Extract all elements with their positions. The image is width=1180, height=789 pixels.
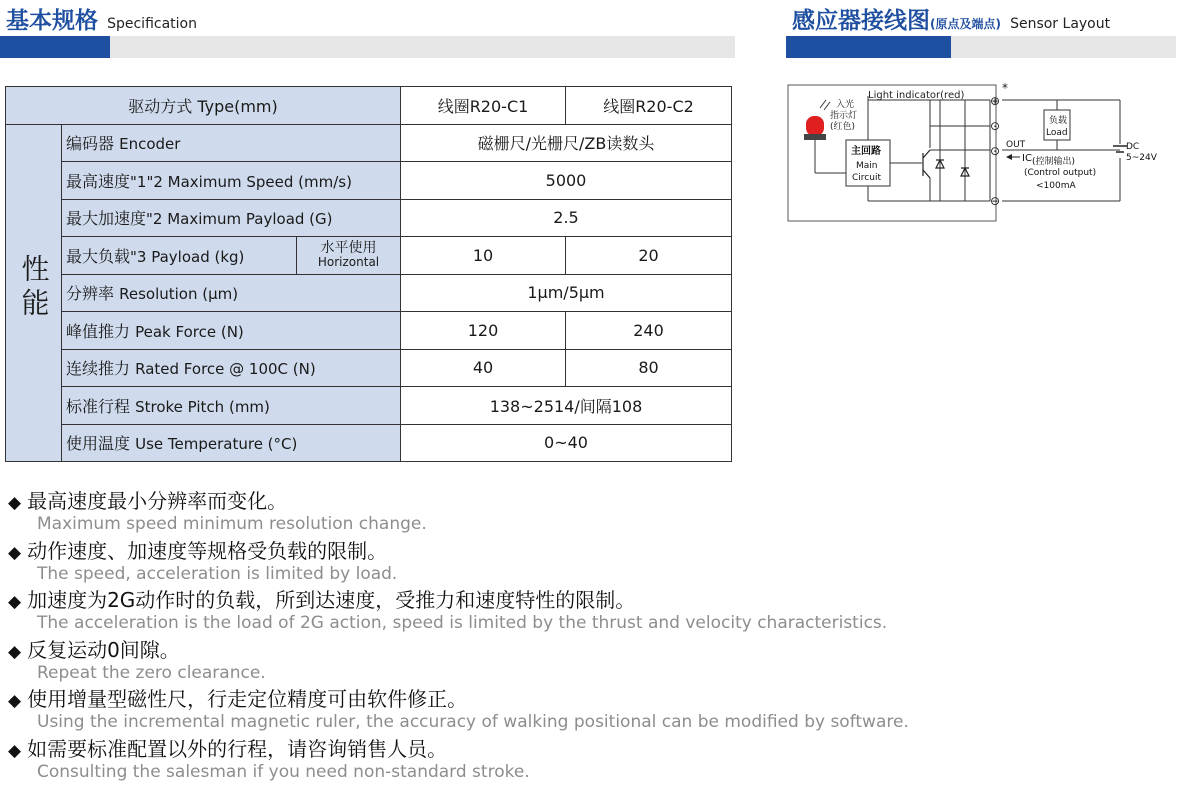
peak-force-label: 峰值推力 Peak Force (N) <box>62 312 401 350</box>
max-payload-c1: 10 <box>401 237 566 275</box>
transistor-icon <box>923 150 930 178</box>
sensor-wiring-diagram <box>780 78 1180 228</box>
temperature-label: 使用温度 Use Temperature (°C) <box>62 424 401 462</box>
notes-list <box>8 488 1168 785</box>
note-cn-text: 最高速度最小分辨率而变化。 <box>27 489 288 513</box>
main-circuit-en-2: Circuit <box>852 173 881 183</box>
current-label: <100mA <box>1036 181 1076 191</box>
note-item <box>8 488 1168 538</box>
resolution-value: 1μm/5μm <box>401 274 732 312</box>
spec-header-bar <box>0 36 735 58</box>
note-en-text: The acceleration is the load of 2G action, speed is limited by the thrust and velocity characteristics. <box>37 613 888 633</box>
model-c1: 线圈R20-C1 <box>401 87 566 125</box>
peak-force-c2: 240 <box>566 312 732 350</box>
diamond-bullet-icon: ◆ <box>8 641 22 662</box>
ic-label: IC <box>1022 153 1032 164</box>
control-output-en: (Control output) <box>1024 168 1097 178</box>
spec-table <box>5 86 732 462</box>
dc-source-icon <box>1113 146 1127 152</box>
note-cn-text: 加速度为2G动作时的负载，所到达速度，受推力和速度特性的限制。 <box>27 588 636 612</box>
diamond-bullet-icon: ◆ <box>8 691 22 711</box>
diamond-bullet-icon: ◆ <box>8 592 22 612</box>
max-payload-c2: 20 <box>566 237 732 275</box>
note-item <box>8 637 1168 687</box>
sensor-header-title <box>792 2 1110 35</box>
sensor-header-accent <box>786 36 951 58</box>
note-en-text: The speed, acceleration is limited by load. <box>37 563 398 584</box>
type-label: 驱动方式 Type(mm) <box>6 87 401 125</box>
stroke-value: 138~2514/间隔108 <box>401 387 732 425</box>
table-row-temperature <box>6 424 732 462</box>
note-en-text: Using the incremental magnetic ruler, the accuracy of walking positional can be modified by software. <box>37 712 909 732</box>
max-speed-label: 最高速度"1"2 Maximum Speed (mm/s) <box>62 162 401 200</box>
load-cn: 负载 <box>1049 116 1068 126</box>
sensor-title-sub: (原点及端点) <box>930 17 1001 31</box>
terminal-out: ⊙ <box>990 144 1001 158</box>
note-cn-text: 使用增量型磁性尺，行走定位精度可由软件修正。 <box>27 687 468 711</box>
diamond-bullet-icon: ◆ <box>8 542 22 563</box>
max-payload-sub: 水平使用 Horizontal <box>297 237 401 275</box>
ic-arrowhead-icon <box>1006 154 1012 160</box>
sensor-title-en: Sensor Layout <box>1010 16 1111 32</box>
out-label: OUT <box>1006 140 1026 150</box>
table-row-encoder <box>6 124 732 162</box>
rated-force-label: 连续推力 Rated Force @ 100C (N) <box>62 349 401 387</box>
encoder-value: 磁栅尺/光栅尺/ZB读数头 <box>401 124 732 162</box>
zener-diode-icon <box>936 160 969 176</box>
control-output-cn: (控制输出) <box>1032 157 1076 167</box>
table-row-stroke <box>6 387 732 425</box>
note-item <box>8 587 1168 637</box>
diamond-bullet-icon: ◆ <box>8 740 22 761</box>
led-label-cn-1: 入光 <box>836 100 855 110</box>
group-label-performance: 性能 <box>6 124 62 462</box>
sensor-header-bar <box>786 36 1176 58</box>
stroke-label: 标准行程 Stroke Pitch (mm) <box>62 387 401 425</box>
note-item <box>8 686 1168 736</box>
note-en-text: Consulting the salesman if you need non-standard stroke. <box>37 761 530 782</box>
note-en-text: Maximum speed minimum resolution change. <box>37 514 427 534</box>
spec-title-cn: 基本规格 <box>6 8 98 34</box>
encoder-label: 编码器 Encoder <box>62 124 401 162</box>
model-c2: 线圈R20-C2 <box>566 87 732 125</box>
diamond-bullet-icon: ◆ <box>8 493 22 513</box>
light-indicator-label: Light indicator(red) <box>868 90 965 101</box>
dc-label: DC <box>1126 142 1140 152</box>
note-cn-text: 反复运动0间隙。 <box>27 637 180 662</box>
note-en-text: Repeat the zero clearance. <box>37 662 266 683</box>
rated-force-c1: 40 <box>401 349 566 387</box>
table-row-type <box>6 87 732 125</box>
rated-force-c2: 80 <box>566 349 732 387</box>
table-row-max-accel <box>6 199 732 237</box>
max-accel-value: 2.5 <box>401 199 732 237</box>
led-label-cn-3: (红色) <box>830 122 856 132</box>
note-cn-text: 动作速度、加速度等规格受负载的限制。 <box>27 538 388 563</box>
table-row-rated-force <box>6 349 732 387</box>
note-item <box>8 538 1168 588</box>
main-circuit-en-1: Main <box>856 161 878 171</box>
terminal-plus: ⊕ <box>990 94 1001 108</box>
resolution-label: 分辨率 Resolution (μm) <box>62 274 401 312</box>
table-row-max-speed <box>6 162 732 200</box>
terminal-minus: ⊖ <box>990 194 1001 208</box>
sensor-header <box>786 0 1180 60</box>
note-cn-text: 如需要标准配置以外的行程，请咨询销售人员。 <box>27 736 448 761</box>
spec-header <box>0 0 735 60</box>
max-payload-label: 最大负载"3 Payload (kg) <box>62 237 297 275</box>
note-item <box>8 736 1168 786</box>
spec-header-accent <box>0 36 110 58</box>
table-row-resolution <box>6 274 732 312</box>
terminal-brown: ⊙ <box>990 119 1001 133</box>
star-mark: * <box>1002 81 1008 95</box>
load-en: Load <box>1046 128 1068 138</box>
voltage-label: 5~24V <box>1126 153 1157 163</box>
max-accel-label: 最大加速度"2 Maximum Payload (G) <box>62 199 401 237</box>
table-row-max-payload <box>6 237 732 275</box>
peak-force-c1: 120 <box>401 312 566 350</box>
temperature-value: 0~40 <box>401 424 732 462</box>
spec-title-en: Specification <box>107 16 197 32</box>
table-row-peak-force <box>6 312 732 350</box>
sensor-title-cn: 感应器接线图 <box>792 8 930 34</box>
max-speed-value: 5000 <box>401 162 732 200</box>
led-label-cn-2: 指示灯 <box>830 111 858 121</box>
spec-header-title <box>6 2 197 35</box>
main-circuit-cn: 主回路 <box>851 146 881 157</box>
